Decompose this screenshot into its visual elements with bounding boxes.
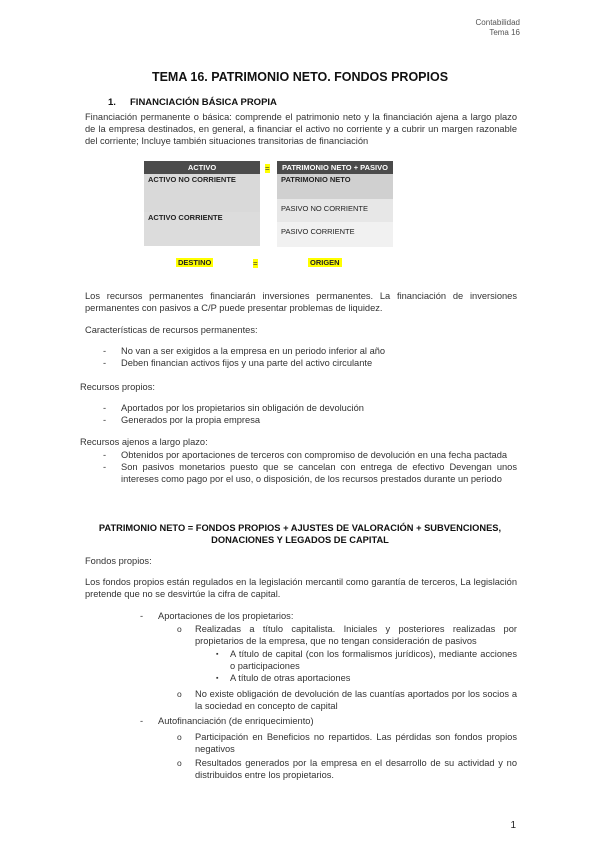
header-topic: Tema 16 bbox=[489, 28, 520, 37]
list-item: o Realizadas a título capitalista. Iniciales y posteriores realizadas por propietarios de la empresa, que no tengan consideración de pasivos bbox=[195, 623, 517, 647]
list-item: - Aportados por los propietarios sin obligación de devolución bbox=[121, 402, 517, 414]
pn-pasivo-table bbox=[277, 161, 393, 247]
list-item: o Participación en Beneficios no repartidos. Las pérdidas son fondos propios negativos bbox=[195, 731, 517, 755]
propios-list bbox=[121, 402, 517, 426]
autofinanciacion-label: - Autofinanciación (de enriquecimiento) bbox=[158, 715, 314, 727]
pn-pasivo-header: PATRIMONIO NETO + PASIVO bbox=[277, 161, 393, 174]
formula-line-2: DONACIONES Y LEGADOS DE CAPITAL bbox=[211, 535, 389, 546]
activo-header: ACTIVO bbox=[144, 161, 260, 174]
autofinanciacion-o1 bbox=[195, 731, 517, 755]
aportaciones-sub bbox=[230, 648, 517, 685]
page-title: TEMA 16. PATRIMONIO NETO. FONDOS PROPIOS bbox=[151, 70, 449, 84]
propios-heading: Recursos propios: bbox=[80, 382, 155, 392]
formula-line-1: PATRIMONIO NETO = FONDOS PROPIOS + AJUSTES DE VALORACIÓN + SUBVENCIONES, bbox=[98, 523, 502, 533]
list-item: - Son pasivos monetarios puesto que se cancelan con entrega de efectivo Devengan unos intereses como pago por el uso, o disposición, de los recursos prestados durante un periodo bbox=[121, 461, 517, 485]
list-item: ▪ A título de otras aportaciones bbox=[230, 672, 517, 684]
fondos-heading: Fondos propios: bbox=[85, 556, 152, 566]
pasivo-corriente-row: PASIVO CORRIENTE bbox=[277, 222, 393, 247]
activo-no-corriente: ACTIVO NO CORRIENTE bbox=[144, 174, 260, 212]
autofinanciacion-o2 bbox=[195, 757, 517, 781]
activo-table bbox=[144, 161, 260, 247]
origen-label: ORIGEN bbox=[310, 258, 340, 267]
list-item: - Obtenidos por aportaciones de terceros con compromiso de devolución en una fecha pactada bbox=[121, 449, 517, 461]
list-item: o Resultados generados por la empresa en el desarrollo de su actividad y no distribuidos entre los propietarios. bbox=[195, 757, 517, 781]
destino-label: DESTINO bbox=[178, 258, 212, 267]
page-number: 1 bbox=[510, 820, 516, 831]
aportaciones-label: - Aportaciones de los propietarios: bbox=[158, 610, 293, 622]
list-item: - Generados por la propia empresa bbox=[121, 414, 517, 426]
intro-paragraph: Financiación permanente o básica: comprende el patrimonio neto y la financiación ajena a largo plazo de la empresa destinados, en general, a financiar el activo no corriente y a cubrir un margen razonable del corriente; Incluye también situaciones transitorias de financiación bbox=[85, 112, 517, 147]
ajenos-heading: Recursos ajenos a largo plazo: bbox=[80, 437, 208, 447]
equals-sign: = bbox=[265, 164, 270, 173]
patrimonio-neto-row: PATRIMONIO NETO bbox=[277, 174, 393, 199]
activo-corriente: ACTIVO CORRIENTE bbox=[144, 212, 260, 246]
caracteristicas-list bbox=[121, 345, 517, 369]
fondos-paragraph: Los fondos propios están regulados en la legislación mercantil como garantía de terceros, La legislación pretende que no se desvirtúe la cifra de capital. bbox=[85, 577, 517, 600]
section-label: FINANCIACIÓN BÁSICA PROPIA bbox=[130, 97, 277, 108]
equals-sign-2: = bbox=[253, 259, 258, 268]
ajenos-list bbox=[121, 449, 517, 486]
section-heading bbox=[108, 97, 277, 108]
list-item: ▪ A título de capital (con los formalismos jurídicos), mediante acciones o participaciones bbox=[230, 648, 517, 672]
aportaciones-o2 bbox=[195, 688, 517, 712]
aportaciones-o1 bbox=[195, 623, 517, 647]
aportaciones-item bbox=[158, 610, 293, 622]
list-item: - No van a ser exigidos a la empresa en un periodo inferior al año bbox=[121, 345, 517, 357]
caracteristicas-heading: Características de recursos permanentes: bbox=[85, 325, 258, 335]
patrimonio-neto-formula bbox=[0, 522, 600, 546]
header-subject: Contabilidad bbox=[475, 18, 520, 27]
recursos-permanentes-paragraph: Los recursos permanentes financiarán inversiones permanentes. La financiación de inversiones permanentes con pasivos a C/P puede presentar problemas de liquidez. bbox=[85, 291, 517, 314]
autofinanciacion-item bbox=[158, 715, 314, 727]
list-item: - Deben financian activos fijos y una parte del activo circulante bbox=[121, 357, 517, 369]
list-item: o No existe obligación de devolución de las cuantías aportados por los socios a la sociedad en concepto de capital bbox=[195, 688, 517, 712]
page-header bbox=[476, 18, 520, 38]
pasivo-no-corriente-row: PASIVO NO CORRIENTE bbox=[277, 199, 393, 222]
section-number: 1. bbox=[108, 97, 116, 108]
